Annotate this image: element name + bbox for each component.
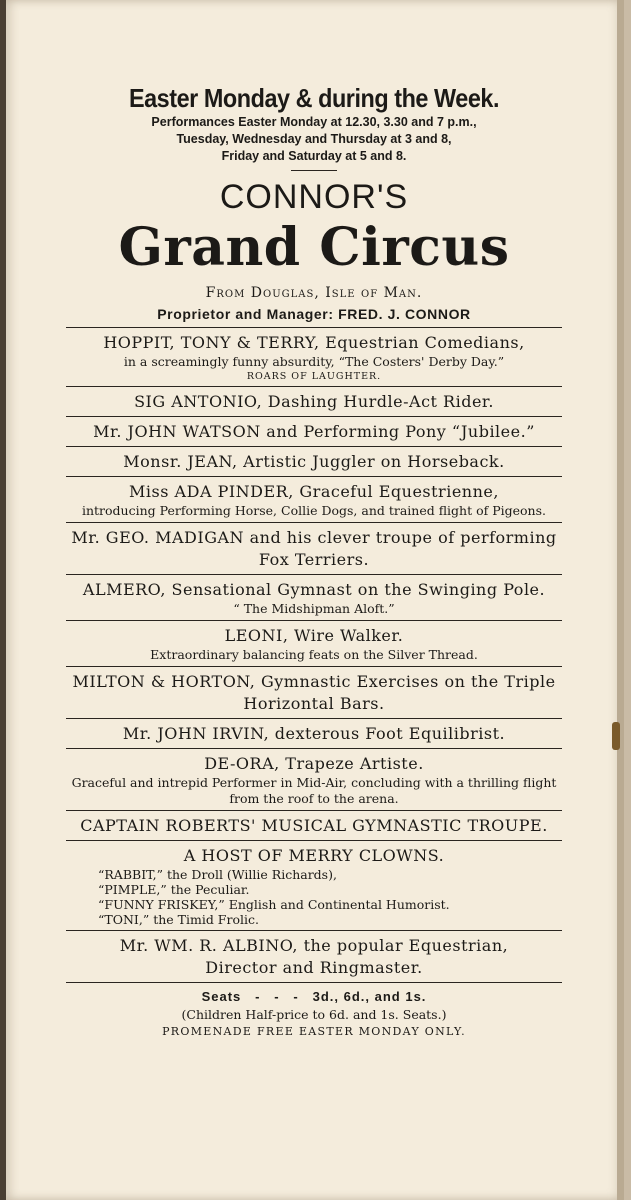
promenade-note: PROMENADE FREE EASTER MONDAY ONLY.	[162, 1025, 466, 1038]
clowns-heading: A HOST OF MERRY CLOWNS.	[183, 846, 445, 865]
director-section	[66, 934, 562, 980]
divider	[291, 170, 337, 171]
act-item	[66, 624, 562, 664]
divider	[66, 327, 562, 328]
act-title: Mr. JOHN IRVIN, dexterous Foot Equilibrist.	[122, 724, 506, 743]
divider	[66, 666, 562, 667]
children-note: (Children Half-price to 6d. and 1s. Seats.)	[181, 1007, 447, 1022]
headline: Easter Monday & during the Week.	[128, 83, 500, 113]
divider	[66, 476, 562, 477]
divider	[66, 522, 562, 523]
act-description: Graceful and intrepid Performer in Mid-Air, concluding with a thrilling flight from the roof to the arena.	[71, 775, 557, 806]
act-title: Mr. JOHN WATSON and Performing Pony “Jubilee.”	[93, 422, 535, 441]
act-title: ALMERO, Sensational Gymnast on the Swinging Pole.	[82, 580, 546, 599]
divider	[66, 930, 562, 931]
act-item	[66, 814, 562, 838]
circus-title: Grand Circus	[118, 217, 510, 278]
seat-prices: Seats - - - 3d., 6d., and 1s.	[201, 989, 427, 1004]
divider	[66, 748, 562, 749]
act-item	[66, 578, 562, 618]
clown-line: “TONI,” the Timid Frolic.	[98, 912, 259, 927]
clown-line: “RABBIT,” the Droll (Willie Richards),	[98, 867, 337, 882]
act-title: HOPPIT, TONY & TERRY, Equestrian Comedians,	[103, 333, 525, 352]
act-item	[66, 526, 562, 572]
act-item	[66, 450, 562, 474]
clowns-section	[66, 844, 562, 928]
divider	[66, 574, 562, 575]
divider	[66, 982, 562, 983]
clown-line: “FUNNY FRISKEY,” English and Continental Humorist.	[98, 897, 450, 912]
performance-line: Tuesday, Wednesday and Thursday at 3 and 8,	[176, 132, 452, 146]
divider	[66, 620, 562, 621]
act-item	[66, 331, 562, 384]
act-title: Mr. GEO. MADIGAN and his clever troupe of performing Fox Terriers.	[71, 528, 557, 569]
act-title: SIG ANTONIO, Dashing Hurdle-Act Rider.	[134, 392, 494, 411]
performance-times	[66, 114, 562, 165]
divider	[66, 840, 562, 841]
director-title: Director and Ringmaster.	[205, 958, 423, 977]
act-description: in a screamingly funny absurdity, “The Costers' Derby Day.”	[123, 354, 505, 369]
divider	[66, 718, 562, 719]
act-title: LEONI, Wire Walker.	[224, 626, 404, 645]
act-description: Extraordinary balancing feats on the Silver Thread.	[150, 647, 478, 662]
divider	[66, 810, 562, 811]
act-title: DE-ORA, Trapeze Artiste.	[204, 754, 424, 773]
act-item	[66, 752, 562, 808]
act-item	[66, 390, 562, 414]
act-title: Monsr. JEAN, Artistic Juggler on Horseback.	[123, 452, 505, 471]
page-tab	[612, 722, 620, 750]
clown-line: “PIMPLE,” the Peculiar.	[98, 882, 250, 897]
circus-owner-title: CONNOR'S	[219, 178, 409, 216]
act-item	[66, 420, 562, 444]
performance-line: Performances Easter Monday at 12.30, 3.30 and 7 p.m.,	[151, 115, 477, 129]
origin-line: From Douglas, Isle of Man.	[205, 285, 423, 301]
divider	[66, 446, 562, 447]
proprietor-line: Proprietor and Manager: FRED. J. CONNOR	[157, 306, 471, 322]
divider	[66, 416, 562, 417]
performance-line: Friday and Saturday at 5 and 8.	[221, 149, 407, 163]
programme-page	[6, 0, 624, 1200]
page-edge	[617, 0, 624, 1200]
act-title: CAPTAIN ROBERTS' MUSICAL GYMNASTIC TROUPE.	[80, 816, 548, 835]
act-item	[66, 480, 562, 520]
act-title: MILTON & HORTON, Gymnastic Exercises on the Triple Horizontal Bars.	[72, 672, 556, 713]
act-description: “ The Midshipman Aloft.”	[233, 601, 395, 616]
act-description: introducing Performing Horse, Collie Dogs, and trained flight of Pigeons.	[81, 503, 547, 518]
act-item	[66, 670, 562, 716]
act-note: ROARS OF LAUGHTER.	[246, 371, 382, 382]
act-item	[66, 722, 562, 746]
programme-sheet	[66, 82, 562, 1041]
divider	[66, 386, 562, 387]
act-title: Miss ADA PINDER, Graceful Equestrienne,	[129, 482, 499, 501]
director-line: Mr. WM. R. ALBINO, the popular Equestrian,	[119, 936, 509, 955]
